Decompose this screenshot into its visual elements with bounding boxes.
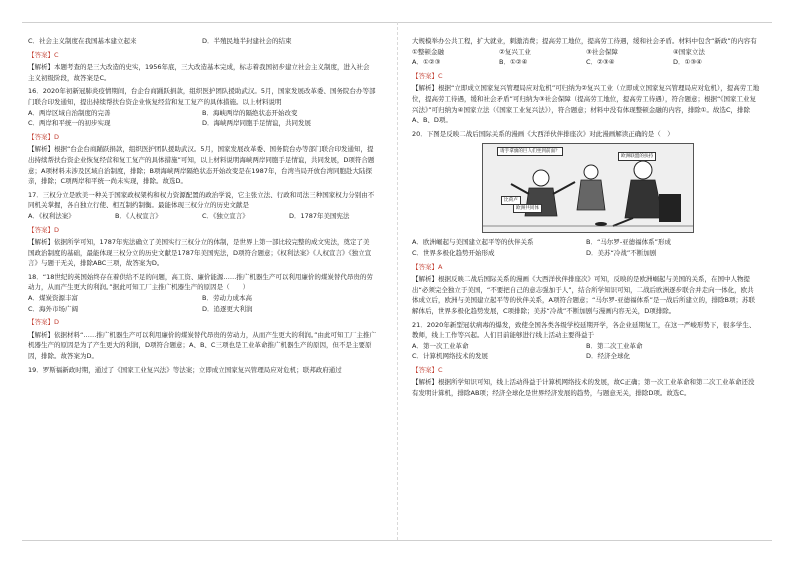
q16-explanation: 【解析】根据“台企台商踊跃捐款，组织医护团队援助武汉。5月，国家发展改革委、国务院台办等部门联合印发通知，提出持续帮扶台资企业恢复经营和复工复产的具体措施”可知，以上材料说明海峡两岸同胞手足情谊，共同发展，D项符合题意；A项材料未涉及区域自治制度，排除；B项海峡两岸隔绝状态开始改变是在1987年，台湾当局开放台湾同胞赴大陆探亲，排除；C项两岸和平统一尚未实现，排除。故选D。 — [28, 145, 375, 186]
q17-explanation: 【解析】依据所学可知，1787年宪法确立了美国实行三权分立的体制，是世界上第一部比较完整的成文宪法，奠定了美国政治制度的基础，最能体现三权分立的历史文献是1787年美国宪法，D项符合题意；《权利法案》《人权宣言》《独立宣言》与题干无关，排除ABC三项，故答案为D。 — [28, 238, 372, 268]
q18-options-cd — [28, 304, 376, 315]
cartoon-sign-2: 欧洲共同体 — [513, 204, 542, 213]
item: ①整顿金融 — [412, 47, 444, 56]
option: A．①②③ — [412, 58, 441, 67]
option: D．1787年美国宪法 — [289, 211, 350, 220]
q15-explanation: 【解析】本题考查的是三大改造的史实，1956年底，三大改造基本完成，标志着我国初步建立社会主义制度，进入社会主义初级阶段，故答案是C。 — [28, 63, 370, 82]
q20-options-ab — [412, 237, 760, 248]
q19-stem-continued: 大规模举办公共工程，扩大就业，刺激消费；提高劳工地位，提高劳工待遇，缓和社会矛盾。材料中包含“新政”的内容有 — [412, 37, 757, 45]
q18-answer: 【答案】D — [28, 318, 60, 327]
option: A．两岸区域自治制度的完善 — [28, 108, 111, 117]
left-column — [28, 36, 376, 375]
q19-options — [412, 57, 760, 68]
q21-explanation: 【解析】根据所学知识可知，线上活动得益于计算机网络技术的发展，故C正确；第一次工业革命和第二次工业革命还没有发明计算机，排除AB项；经济全球化是世界经济发展的趋势，与题意无关，排除D项。故选C。 — [412, 378, 755, 398]
option: C．《独立宣言》 — [202, 211, 249, 220]
q15-answer: 【答案】C — [28, 50, 59, 59]
option: B．海峡两岸的隔绝状态开始改变 — [202, 108, 298, 117]
option: C．世界多极化趋势开始形成 — [412, 248, 495, 257]
item: ③社会保障 — [586, 47, 618, 56]
option: D．海峡两岸同胞手足情谊，共同发展 — [202, 119, 312, 128]
q20-stem: 20．下图是反映二战后国际关系的漫画《大西洋伙伴排座次》对此漫画解读正确的是（ ） — [412, 129, 674, 138]
option: A．《权利法案》 — [28, 211, 75, 220]
q18-explanation: 【解析】依据材料“……推广机器生产可以利用廉价的煤炭替代昂贵的劳动力，从而产生更大的利润。”由此可知工厂主推广机器生产的原因是为了产生更大的利润，D项符合题意；A、B、C三项也是工业革命推广机器生产的原因，但不是主要原因，排除。故答案为D。 — [28, 330, 376, 361]
cartoon-image — [482, 143, 694, 233]
option: A．煤炭资源丰富 — [28, 294, 78, 303]
option: C．两岸和平统一的初步实现 — [28, 119, 111, 128]
q16-stem: 16．2020年初新冠肺炎疫情期间，台企台商踊跃捐款，组织医护团队援助武汉。5月，国家发展改革委、国务院台办等部门联合印发通知，提出持续帮扶台资企业恢复经营和复工复产的具体措施。以上材料说明 — [28, 87, 376, 106]
item: ②复兴工业 — [499, 47, 531, 56]
q17-stem: 17．三权分立是欧美一种关于国家政权架构和权力资源配置的政治学说，它主张立法、行政和司法三种国家权力分别由不同机关掌握，各自独立行使、相互制约制衡。最能体现三权分立的历史文献是 — [28, 190, 375, 210]
cartoon-drawing — [483, 144, 693, 232]
q20-options-cd — [412, 248, 760, 259]
option: B．《人权宣言》 — [115, 211, 162, 220]
option: D．①③④ — [673, 58, 702, 67]
option: B．第二次工业革命 — [586, 341, 643, 350]
option: C．②③④ — [586, 58, 615, 67]
q17-answer: 【答案】D — [28, 225, 60, 234]
q21-stem: 21．2020年新型冠状病毒的爆发，致使全国各类各级学校延期开学，各企业延期复工，在这一严峻形势下，很多学生、教师，线上工作等兴起。人们目前能够进行线上活动主要得益于 — [412, 320, 756, 340]
q19-explanation: 【解析】根据“立即成立国家复兴管理局应对危机”可归纳为②复兴工业（立即成立国家复兴管理局应对危机），提高劳工地位，提高劳工待遇，缓和社会矛盾”可归纳为③社会保障（提高劳工地位，提高劳工待遇），符合题意；根据“《国家工业复兴法》”可归纳为④国家立法（《国家工业复兴法》），符合题意；材料中没有体现整顿金融的内容，排除①。故选C，排除A、B、D项。 — [412, 84, 760, 125]
option: C．社会主义制度在我国基本建立起来 — [28, 37, 137, 45]
q21-answer: 【答案】C — [412, 365, 443, 374]
column-divider — [397, 22, 398, 540]
option: B．①②④ — [499, 58, 528, 67]
q21-options-ab — [412, 341, 760, 352]
q16-answer: 【答案】D — [28, 132, 60, 141]
cartoon-caption-title: 请手拿旗的巨人们坐到前面？ — [497, 147, 563, 156]
option: B．“马尔罗-亚德福体系”形成 — [586, 238, 672, 247]
q19-items — [412, 47, 760, 58]
option: A．欧洲崛起与美国建立起平等的伙伴关系 — [412, 238, 534, 247]
q18-stem: 18．“18世纪的英国始终存在着供给不足的问题，高工资、廉价能源……推广机器生产可以利用廉价的煤炭替代昂贵的劳动力，从而产生更大的利润。”据此可知工厂主推广机器生产的原因是（ ） — [28, 272, 373, 292]
option: B．劳动力成本高 — [202, 294, 252, 303]
q19-answer: 【答案】C — [412, 71, 443, 80]
q16-options-cd — [28, 118, 376, 129]
option: C．海外市场广阔 — [28, 304, 79, 313]
q20-answer: 【答案】A — [412, 262, 443, 271]
q20-explanation: 【解析】根据反映二战后国际关系的漫画《大西洋伙伴排座次》可知，反映的是欧洲崛起与美国的关系，在国中人物提出“必须完全独立于美国，“不要把自己的意志强加于人”，结合所学知识可知，二战后欧洲逐步联合并走向一体化，欧共体成立后，欧洲与美国建立起平等的伙伴关系，A项符合题意；“马尔罗-亚德福体系”是一战后所建立的，排除B项；苏联解体后，世界多极化趋势发展，C项排除；美苏“冷战”不断加剧与漫画内容无关，D项排除。 — [412, 275, 755, 315]
cartoon-sign-3: 欧洲联盟的扶持 — [618, 152, 656, 161]
q15-options — [28, 36, 376, 47]
option: D．美苏“冷战”不断加剧 — [586, 248, 657, 257]
cartoon-sign-1: 比荷卢 — [501, 196, 521, 205]
q19-stem: 19．罗斯福新政时期，通过了《国家工业复兴法》等法案；立即成立国家复兴管理局应对危机；联邦政府通过 — [28, 365, 342, 374]
footer-rule — [22, 540, 772, 541]
option: D．半殖民地半封建社会的结束 — [202, 37, 292, 45]
q17-options — [28, 211, 376, 222]
right-column — [412, 36, 760, 399]
q16-options-ab — [28, 108, 376, 119]
option: D．追逐更大利润 — [202, 304, 253, 313]
q21-options-cd — [412, 351, 760, 362]
option: C．计算机网络技术的发展 — [412, 352, 489, 361]
option: A．第一次工业革命 — [412, 341, 469, 350]
q18-options-ab — [28, 293, 376, 304]
item: ④国家立法 — [673, 47, 705, 56]
option: D．经济全球化 — [586, 352, 631, 361]
